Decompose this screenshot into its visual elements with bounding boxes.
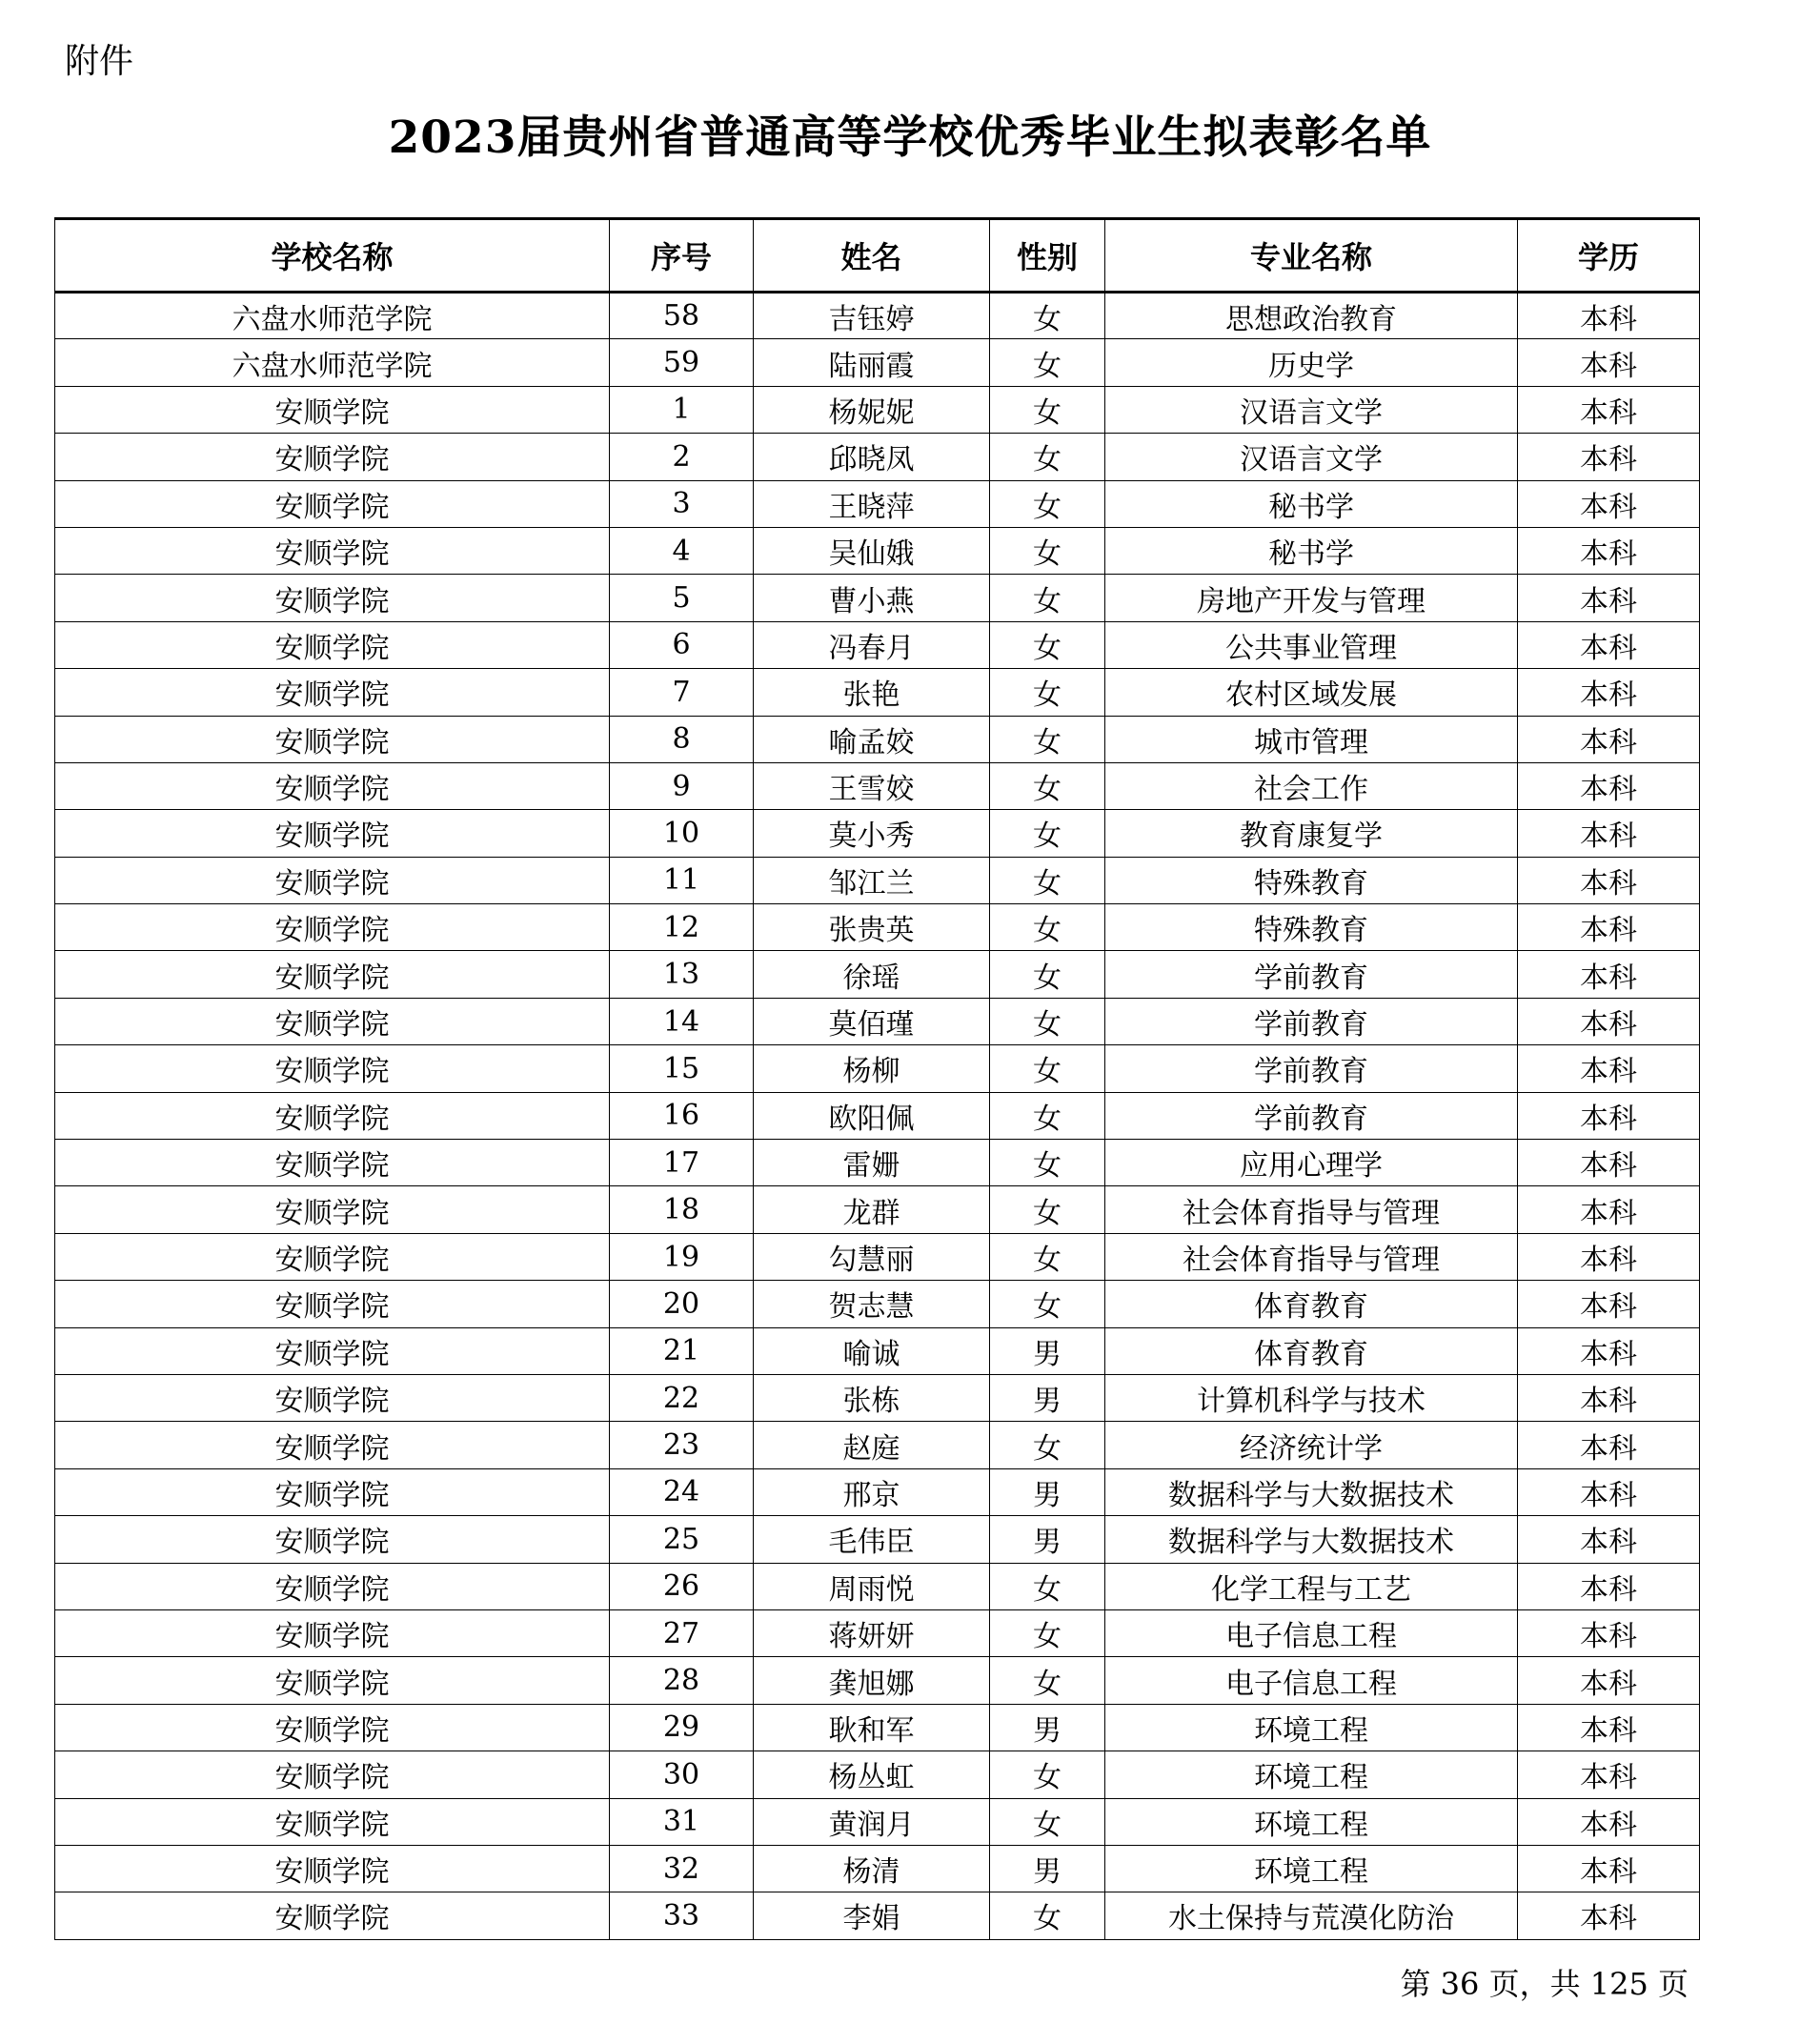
name-cell: 吉钰婷 (754, 293, 990, 339)
degree-cell: 本科 (1518, 1704, 1700, 1751)
page-number: 第 36 页，共 125 页 (1400, 1966, 1689, 2002)
number-cell: 58 (610, 293, 754, 339)
major-cell: 环境工程 (1105, 1751, 1518, 1798)
school-cell: 安顺学院 (55, 1751, 610, 1798)
gender-cell: 女 (990, 1798, 1105, 1845)
name-cell: 莫佰瑾 (754, 998, 990, 1044)
table-row (55, 1045, 1700, 1092)
gender-cell: 女 (990, 998, 1105, 1044)
number-cell: 59 (610, 339, 754, 386)
degree-cell: 本科 (1518, 339, 1700, 386)
major-cell: 应用心理学 (1105, 1140, 1518, 1186)
gender-cell: 女 (990, 1422, 1105, 1468)
school-cell: 安顺学院 (55, 669, 610, 716)
major-cell: 汉语言文学 (1105, 386, 1518, 433)
gender-cell: 男 (990, 1327, 1105, 1374)
school-cell: 安顺学院 (55, 1092, 610, 1139)
gender-cell: 女 (990, 293, 1105, 339)
number-cell: 25 (610, 1516, 754, 1563)
gender-cell: 女 (990, 527, 1105, 574)
degree-cell: 本科 (1518, 1092, 1700, 1139)
school-cell: 安顺学院 (55, 1657, 610, 1704)
gender-cell: 女 (990, 1186, 1105, 1233)
gender-cell: 女 (990, 1281, 1105, 1327)
degree-cell: 本科 (1518, 1422, 1700, 1468)
gender-cell: 女 (990, 575, 1105, 621)
major-cell: 环境工程 (1105, 1798, 1518, 1845)
major-cell: 电子信息工程 (1105, 1609, 1518, 1656)
number-cell: 13 (610, 951, 754, 998)
number-cell: 32 (610, 1845, 754, 1892)
major-cell: 学前教育 (1105, 1092, 1518, 1139)
school-cell: 安顺学院 (55, 998, 610, 1044)
gender-cell: 女 (990, 810, 1105, 857)
number-cell: 27 (610, 1609, 754, 1656)
table-header-row (55, 219, 1700, 293)
table-row (55, 1609, 1700, 1656)
gender-cell: 男 (990, 1516, 1105, 1563)
table-row (55, 1892, 1700, 1939)
major-cell: 房地产开发与管理 (1105, 575, 1518, 621)
degree-cell: 本科 (1518, 1140, 1700, 1186)
column-header-major: 专业名称 (1105, 219, 1518, 293)
number-cell: 10 (610, 810, 754, 857)
school-cell: 安顺学院 (55, 1374, 610, 1421)
gender-cell: 女 (990, 386, 1105, 433)
number-cell: 17 (610, 1140, 754, 1186)
school-cell: 安顺学院 (55, 1468, 610, 1515)
column-header-number: 序号 (610, 219, 754, 293)
graduate-roster-table (54, 217, 1700, 1940)
gender-cell: 男 (990, 1845, 1105, 1892)
table-row (55, 1845, 1700, 1892)
degree-cell: 本科 (1518, 904, 1700, 951)
major-cell: 历史学 (1105, 339, 1518, 386)
gender-cell: 女 (990, 1751, 1105, 1798)
number-cell: 11 (610, 857, 754, 903)
major-cell: 计算机科学与技术 (1105, 1374, 1518, 1421)
attachment-label: 附件 (65, 42, 134, 81)
table-row (55, 293, 1700, 339)
school-cell: 安顺学院 (55, 1563, 610, 1609)
degree-cell: 本科 (1518, 1751, 1700, 1798)
table-row (55, 1751, 1700, 1798)
school-cell: 安顺学院 (55, 857, 610, 903)
school-cell: 六盘水师范学院 (55, 293, 610, 339)
number-cell: 28 (610, 1657, 754, 1704)
number-cell: 15 (610, 1045, 754, 1092)
major-cell: 体育教育 (1105, 1281, 1518, 1327)
degree-cell: 本科 (1518, 527, 1700, 574)
name-cell: 毛伟臣 (754, 1516, 990, 1563)
table-row (55, 339, 1700, 386)
degree-cell: 本科 (1518, 434, 1700, 480)
number-cell: 24 (610, 1468, 754, 1515)
name-cell: 贺志慧 (754, 1281, 990, 1327)
number-cell: 3 (610, 480, 754, 527)
number-cell: 30 (610, 1751, 754, 1798)
table-row (55, 621, 1700, 668)
number-cell: 14 (610, 998, 754, 1044)
table-row (55, 1704, 1700, 1751)
major-cell: 汉语言文学 (1105, 434, 1518, 480)
major-cell: 经济统计学 (1105, 1422, 1518, 1468)
school-cell: 安顺学院 (55, 716, 610, 762)
name-cell: 陆丽霞 (754, 339, 990, 386)
number-cell: 5 (610, 575, 754, 621)
degree-cell: 本科 (1518, 1045, 1700, 1092)
number-cell: 26 (610, 1563, 754, 1609)
table-row (55, 1422, 1700, 1468)
name-cell: 张贵英 (754, 904, 990, 951)
school-cell: 安顺学院 (55, 621, 610, 668)
school-cell: 安顺学院 (55, 1845, 610, 1892)
name-cell: 杨妮妮 (754, 386, 990, 433)
number-cell: 12 (610, 904, 754, 951)
school-cell: 安顺学院 (55, 1798, 610, 1845)
name-cell: 龚旭娜 (754, 1657, 990, 1704)
table-row (55, 527, 1700, 574)
table-row (55, 669, 1700, 716)
table-row (55, 1516, 1700, 1563)
degree-cell: 本科 (1518, 1186, 1700, 1233)
degree-cell: 本科 (1518, 1798, 1700, 1845)
number-cell: 22 (610, 1374, 754, 1421)
table-row (55, 1186, 1700, 1233)
table-row (55, 1233, 1700, 1280)
number-cell: 31 (610, 1798, 754, 1845)
gender-cell: 女 (990, 716, 1105, 762)
name-cell: 冯春月 (754, 621, 990, 668)
major-cell: 水土保持与荒漠化防治 (1105, 1892, 1518, 1939)
school-cell: 安顺学院 (55, 575, 610, 621)
gender-cell: 女 (990, 434, 1105, 480)
school-cell: 安顺学院 (55, 1422, 610, 1468)
name-cell: 曹小燕 (754, 575, 990, 621)
gender-cell: 女 (990, 1609, 1105, 1656)
major-cell: 学前教育 (1105, 1045, 1518, 1092)
gender-cell: 女 (990, 762, 1105, 809)
name-cell: 王雪姣 (754, 762, 990, 809)
major-cell: 社会体育指导与管理 (1105, 1186, 1518, 1233)
major-cell: 体育教育 (1105, 1327, 1518, 1374)
major-cell: 学前教育 (1105, 951, 1518, 998)
degree-cell: 本科 (1518, 1327, 1700, 1374)
name-cell: 莫小秀 (754, 810, 990, 857)
school-cell: 安顺学院 (55, 904, 610, 951)
gender-cell: 女 (990, 1045, 1105, 1092)
school-cell: 安顺学院 (55, 1704, 610, 1751)
gender-cell: 女 (990, 339, 1105, 386)
table-row (55, 1092, 1700, 1139)
major-cell: 电子信息工程 (1105, 1657, 1518, 1704)
gender-cell: 女 (990, 1563, 1105, 1609)
school-cell: 安顺学院 (55, 1892, 610, 1939)
degree-cell: 本科 (1518, 293, 1700, 339)
name-cell: 王晓萍 (754, 480, 990, 527)
number-cell: 33 (610, 1892, 754, 1939)
table-row (55, 857, 1700, 903)
degree-cell: 本科 (1518, 1892, 1700, 1939)
degree-cell: 本科 (1518, 1468, 1700, 1515)
gender-cell: 女 (990, 1140, 1105, 1186)
school-cell: 安顺学院 (55, 1327, 610, 1374)
major-cell: 农村区域发展 (1105, 669, 1518, 716)
school-cell: 安顺学院 (55, 1609, 610, 1656)
school-cell: 安顺学院 (55, 1281, 610, 1327)
gender-cell: 女 (990, 480, 1105, 527)
name-cell: 张栋 (754, 1374, 990, 1421)
name-cell: 张艳 (754, 669, 990, 716)
table-row (55, 575, 1700, 621)
major-cell: 数据科学与大数据技术 (1105, 1516, 1518, 1563)
table-row (55, 810, 1700, 857)
degree-cell: 本科 (1518, 669, 1700, 716)
table-row (55, 1374, 1700, 1421)
degree-cell: 本科 (1518, 857, 1700, 903)
number-cell: 8 (610, 716, 754, 762)
degree-cell: 本科 (1518, 1609, 1700, 1656)
name-cell: 雷姗 (754, 1140, 990, 1186)
school-cell: 安顺学院 (55, 1045, 610, 1092)
document-title: 2023届贵州省普通高等学校优秀毕业生拟表彰名单 (388, 111, 1432, 164)
gender-cell: 女 (990, 904, 1105, 951)
school-cell: 安顺学院 (55, 1140, 610, 1186)
school-cell: 安顺学院 (55, 480, 610, 527)
table-row (55, 480, 1700, 527)
name-cell: 杨柳 (754, 1045, 990, 1092)
name-cell: 蒋妍妍 (754, 1609, 990, 1656)
major-cell: 环境工程 (1105, 1704, 1518, 1751)
school-cell: 安顺学院 (55, 810, 610, 857)
number-cell: 16 (610, 1092, 754, 1139)
degree-cell: 本科 (1518, 1281, 1700, 1327)
major-cell: 化学工程与工艺 (1105, 1563, 1518, 1609)
degree-cell: 本科 (1518, 1845, 1700, 1892)
school-cell: 安顺学院 (55, 1233, 610, 1280)
degree-cell: 本科 (1518, 621, 1700, 668)
major-cell: 思想政治教育 (1105, 293, 1518, 339)
number-cell: 4 (610, 527, 754, 574)
number-cell: 19 (610, 1233, 754, 1280)
name-cell: 欧阳佩 (754, 1092, 990, 1139)
major-cell: 数据科学与大数据技术 (1105, 1468, 1518, 1515)
name-cell: 邢京 (754, 1468, 990, 1515)
degree-cell: 本科 (1518, 762, 1700, 809)
degree-cell: 本科 (1518, 1233, 1700, 1280)
number-cell: 18 (610, 1186, 754, 1233)
school-cell: 安顺学院 (55, 1516, 610, 1563)
number-cell: 7 (610, 669, 754, 716)
table-row (55, 1281, 1700, 1327)
major-cell: 秘书学 (1105, 480, 1518, 527)
degree-cell: 本科 (1518, 1563, 1700, 1609)
name-cell: 喻诚 (754, 1327, 990, 1374)
number-cell: 1 (610, 386, 754, 433)
major-cell: 社会体育指导与管理 (1105, 1233, 1518, 1280)
gender-cell: 女 (990, 951, 1105, 998)
gender-cell: 男 (990, 1468, 1105, 1515)
number-cell: 23 (610, 1422, 754, 1468)
school-cell: 六盘水师范学院 (55, 339, 610, 386)
name-cell: 赵庭 (754, 1422, 990, 1468)
gender-cell: 女 (990, 857, 1105, 903)
gender-cell: 女 (990, 1233, 1105, 1280)
school-cell: 安顺学院 (55, 434, 610, 480)
column-header-gender: 性别 (990, 219, 1105, 293)
table-row (55, 386, 1700, 433)
degree-cell: 本科 (1518, 951, 1700, 998)
major-cell: 秘书学 (1105, 527, 1518, 574)
number-cell: 20 (610, 1281, 754, 1327)
number-cell: 29 (610, 1704, 754, 1751)
name-cell: 邹江兰 (754, 857, 990, 903)
major-cell: 公共事业管理 (1105, 621, 1518, 668)
degree-cell: 本科 (1518, 1657, 1700, 1704)
degree-cell: 本科 (1518, 575, 1700, 621)
gender-cell: 女 (990, 1092, 1105, 1139)
name-cell: 徐瑶 (754, 951, 990, 998)
table-row (55, 716, 1700, 762)
table-row (55, 1140, 1700, 1186)
number-cell: 9 (610, 762, 754, 809)
gender-cell: 女 (990, 1892, 1105, 1939)
gender-cell: 女 (990, 621, 1105, 668)
major-cell: 特殊教育 (1105, 904, 1518, 951)
table-row (55, 1657, 1700, 1704)
major-cell: 特殊教育 (1105, 857, 1518, 903)
school-cell: 安顺学院 (55, 386, 610, 433)
degree-cell: 本科 (1518, 998, 1700, 1044)
table-row (55, 1468, 1700, 1515)
number-cell: 6 (610, 621, 754, 668)
major-cell: 城市管理 (1105, 716, 1518, 762)
major-cell: 社会工作 (1105, 762, 1518, 809)
degree-cell: 本科 (1518, 1516, 1700, 1563)
column-header-school: 学校名称 (55, 219, 610, 293)
school-cell: 安顺学院 (55, 951, 610, 998)
column-header-degree: 学历 (1518, 219, 1700, 293)
column-header-name: 姓名 (754, 219, 990, 293)
degree-cell: 本科 (1518, 386, 1700, 433)
name-cell: 勾慧丽 (754, 1233, 990, 1280)
name-cell: 杨清 (754, 1845, 990, 1892)
name-cell: 邱晓凤 (754, 434, 990, 480)
number-cell: 21 (610, 1327, 754, 1374)
degree-cell: 本科 (1518, 1374, 1700, 1421)
degree-cell: 本科 (1518, 810, 1700, 857)
number-cell: 2 (610, 434, 754, 480)
degree-cell: 本科 (1518, 716, 1700, 762)
name-cell: 耿和军 (754, 1704, 990, 1751)
school-cell: 安顺学院 (55, 527, 610, 574)
name-cell: 杨丛虹 (754, 1751, 990, 1798)
name-cell: 龙群 (754, 1186, 990, 1233)
table-row (55, 1563, 1700, 1609)
table-row (55, 951, 1700, 998)
table-row (55, 1327, 1700, 1374)
school-cell: 安顺学院 (55, 1186, 610, 1233)
table-row (55, 434, 1700, 480)
table-row (55, 904, 1700, 951)
table-row (55, 998, 1700, 1044)
table-row (55, 1798, 1700, 1845)
degree-cell: 本科 (1518, 480, 1700, 527)
table-body (55, 293, 1700, 1940)
gender-cell: 男 (990, 1704, 1105, 1751)
major-cell: 学前教育 (1105, 998, 1518, 1044)
name-cell: 黄润月 (754, 1798, 990, 1845)
name-cell: 周雨悦 (754, 1563, 990, 1609)
gender-cell: 女 (990, 1657, 1105, 1704)
gender-cell: 男 (990, 1374, 1105, 1421)
name-cell: 李娟 (754, 1892, 990, 1939)
name-cell: 喻孟姣 (754, 716, 990, 762)
school-cell: 安顺学院 (55, 762, 610, 809)
gender-cell: 女 (990, 669, 1105, 716)
table-row (55, 762, 1700, 809)
major-cell: 教育康复学 (1105, 810, 1518, 857)
major-cell: 环境工程 (1105, 1845, 1518, 1892)
name-cell: 吴仙娥 (754, 527, 990, 574)
